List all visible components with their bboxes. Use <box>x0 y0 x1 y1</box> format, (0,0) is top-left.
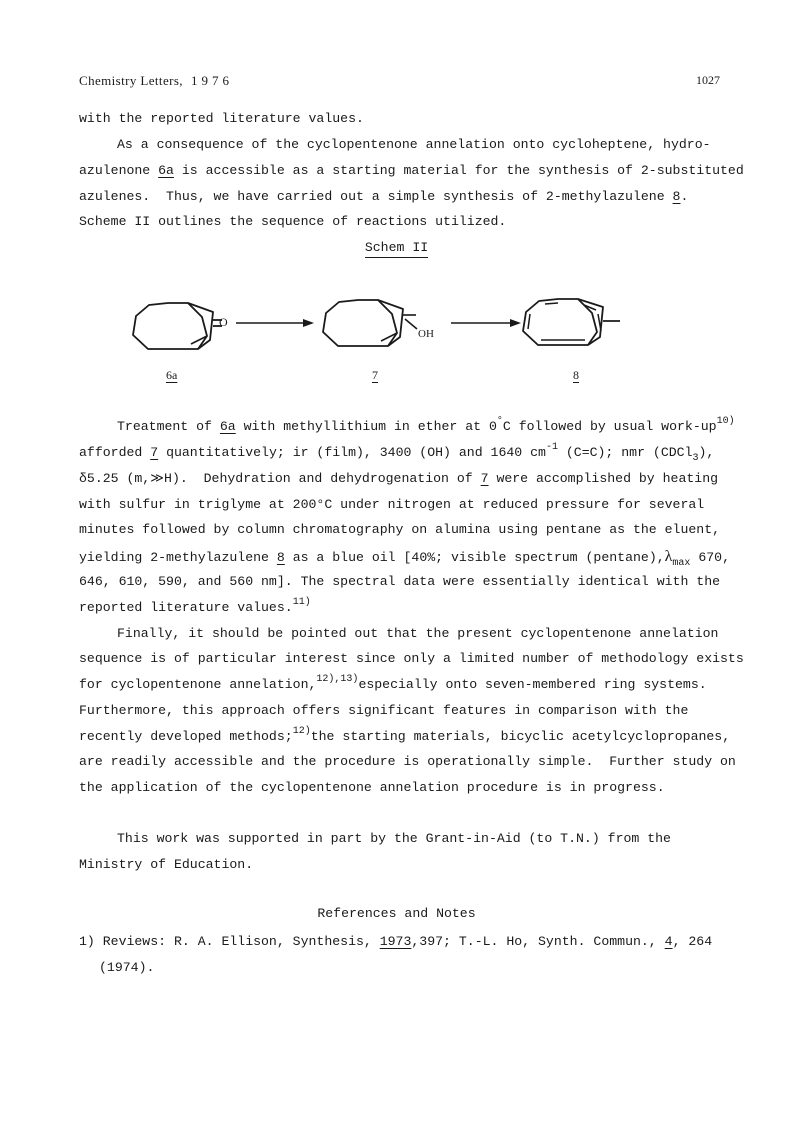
oxygen-label: O <box>219 315 228 329</box>
para2-line3: δ5.25 (m,≫H). Dehydration and dehydrogenation of 7 were accomplished by heating <box>79 471 719 486</box>
journal-year: 1976 <box>190 73 233 88</box>
hydroxyl-label: OH <box>418 328 434 340</box>
para2-line8: reported literature values.$^{11)}$ <box>79 597 311 615</box>
para2-line7: 646, 610, 590, and 560 nm]. The spectral data were essentially identical with the <box>79 574 721 589</box>
para2-line2: afforded 7 quantitatively; ir (film), 3400 (OH) and 1640 $cm^{-1}$ (C=C); nmr (CDCl$_3$), <box>79 442 715 464</box>
journal-name: Chemistry Letters, <box>79 73 183 88</box>
para3-line5: recently developed methods;$^{12)}$the starting materials, bicyclic acetylcyclopropanes, <box>79 726 731 744</box>
ack-line2: Ministry of Education. <box>79 857 254 872</box>
ack-line1: This work was supported in part by the Grant-in-Aid (to T.N.) from the <box>117 831 671 846</box>
para1-line3: azulenone 6a is accessible as a starting material for the synthesis of 2-substituted <box>79 163 744 178</box>
compound-label-6a: 6a <box>166 368 178 382</box>
scheme-title: Schem II <box>0 240 793 255</box>
compound-label-8: 8 <box>573 368 579 382</box>
structure-7 <box>323 300 417 346</box>
para1-line1: with the reported literature values. <box>79 111 364 126</box>
para2-line5: minutes followed by column chromatography on alumina using pentane as the eluent, <box>79 522 721 537</box>
para2-line1: Treatment of 6a with methyllithium in ether at 0°C followed by usual work-$up^{10)}$ <box>117 416 735 434</box>
para1-line5: Scheme II outlines the sequence of reactions utilized. <box>79 214 507 229</box>
reference-1: 1) Reviews: R. A. Ellison, Synthesis, 1973,397; T.-L. Ho, Synth. Commun., 4, 264 <box>79 934 713 949</box>
compound-ref: 8 <box>672 189 681 204</box>
para3-line2: sequence is of particular interest since only a limited number of methodology exists <box>79 651 744 666</box>
para3-line3: for cyclopentenone annelation,$^{12),13)}$especially onto seven-membered ring systems. <box>79 674 707 692</box>
running-header <box>79 73 233 89</box>
para2-line6: yielding 2-methylazulene 8 as a blue oil [40%; visible spectrum $(pentane),\lambda_{max}$ 670, <box>79 548 731 569</box>
references-heading: References and Notes <box>317 906 476 921</box>
para3-line7: the application of the cyclopentenone annelation procedure is in progress. <box>79 780 665 795</box>
para1-line2: As a consequence of the cyclopentenone annelation onto cycloheptene, hydro- <box>117 137 711 152</box>
para3-line6: are readily accessible and the procedure is operationally simple. Further study on <box>79 754 736 769</box>
para3-line1: Finally, it should be pointed out that the present cyclopentenone annelation <box>117 626 719 641</box>
para3-line4: Furthermore, this approach offers significant features in comparison with the <box>79 703 689 718</box>
para1-line4: azulenes. Thus, we have carried out a simple synthesis of 2-methylazulene 8. <box>79 189 689 204</box>
page-number: 1027 <box>696 73 720 87</box>
para2-line4: with sulfur in triglyme at 200°C under nitrogen at reduced pressure for several <box>79 497 705 512</box>
compound-label-7: 7 <box>372 368 378 382</box>
structure-6a <box>133 303 222 349</box>
compound-ref: 6a <box>158 163 174 178</box>
structure-8 <box>523 299 620 345</box>
reference-1-cont: (1974). <box>99 960 155 975</box>
